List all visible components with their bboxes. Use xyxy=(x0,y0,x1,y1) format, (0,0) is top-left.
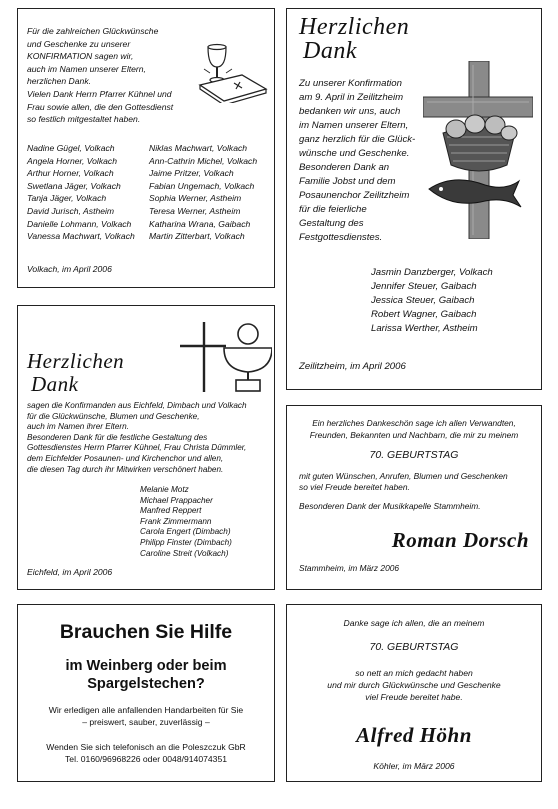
ad2-intro-line: am 9. April in Zeilitzheim xyxy=(299,92,404,103)
name-entry: Carola Engert (Dimbach) xyxy=(140,527,231,537)
name-entry: Martin Zitterbart, Volkach xyxy=(149,231,245,242)
ad3-intro-line: sagen die Konfirmanden aus Eichfeld, Dimbach und Volkach xyxy=(27,401,247,410)
ad3-intro-line: dem Eichfelder Posaunen- und Kirchenchor und allen, xyxy=(27,453,224,463)
ad3-intro-line: auch im Namen ihrer Eltern. xyxy=(27,422,129,432)
ad-birthday-stammheim xyxy=(286,405,542,590)
ad6-birthday: 70. GEBURTSTAG xyxy=(369,641,459,653)
ad2-intro-line: Gestaltung des xyxy=(299,218,364,229)
name-entry: Danielle Lohmann, Volkach xyxy=(27,218,132,229)
ad5-contact xyxy=(18,741,274,765)
ad2-intro-line: ganz herzlich für die Glück- xyxy=(299,134,416,145)
name-entry: Jaime Pritzer, Volkach xyxy=(149,168,234,179)
heading-line: Dank xyxy=(303,38,357,64)
ad2-intro-line: wünsche und Geschenke. xyxy=(299,148,410,159)
ad5-subtitle xyxy=(18,657,274,693)
ad4-line: Ein herzliches Dankeschön sage ich allen Verwandten, xyxy=(312,418,516,428)
name-entry: Sophia Werner, Astheim xyxy=(149,193,242,204)
name-entry: Ann-Cathrin Michel, Volkach xyxy=(149,155,258,166)
ad-confirmation-zeilitzheim xyxy=(286,8,542,390)
ad1-intro-line: so festlich mitgestaltet haben. xyxy=(27,114,141,125)
name-entry: Caroline Streit (Volkach) xyxy=(140,548,229,558)
name-entry: Katharina Wrana, Gaibach xyxy=(149,218,251,229)
name-entry: Niklas Machwart, Volkach xyxy=(149,143,248,153)
name-entry: Nadine Gügel, Volkach xyxy=(27,143,115,153)
ad6-lines xyxy=(287,667,541,703)
ad3-footer: Eichfeld, im April 2006 xyxy=(27,567,113,577)
ad4-lines2 xyxy=(299,471,508,493)
ad2-intro-line: Besonderen Dank an xyxy=(299,162,390,173)
ad4-line: Freunden, Bekannten und Nachbarn, die mir zu meinem xyxy=(309,429,519,440)
ad5-body-line: – preiswert, sauber, zuverlässig – xyxy=(82,717,210,727)
name-entry: Melanie Motz xyxy=(140,485,189,494)
name-entry: Arthur Horner, Volkach xyxy=(27,168,114,179)
name-entry: Swetlana Jäger, Volkach xyxy=(27,180,121,191)
ad5-subtitle-line: Spargelstechen? xyxy=(87,676,205,692)
ad1-names-left xyxy=(27,142,135,243)
ad3-intro-line: die diesen Tag durch ihr Mitwirken verschönert haben. xyxy=(27,464,224,474)
ad1-intro xyxy=(27,25,173,126)
ad2-intro-line: Familie Jobst und dem xyxy=(299,176,396,187)
name-entry: Robert Wagner, Gaibach xyxy=(371,309,477,320)
name-entry: Jasmin Danzberger, Volkach xyxy=(371,267,493,278)
ad6-signature: Alfred Höhn xyxy=(356,723,472,747)
ad-confirmation-volkach xyxy=(17,8,275,288)
ad3-intro-line: Gottesdienstes Herrn Pfarrer Kühnel, Frau Christa Dümmler, xyxy=(27,443,247,453)
ad2-footer: Zeilitzheim, im April 2006 xyxy=(299,361,406,372)
ad-confirmation-eichfeld xyxy=(17,305,275,590)
ad4-birthday: 70. GEBURTSTAG xyxy=(369,449,459,461)
ad-birthday-koehler xyxy=(286,604,542,782)
heading-line: Herzlichen xyxy=(299,14,410,40)
ad1-names-right xyxy=(149,142,257,243)
name-entry: Philipp Finster (Dimbach) xyxy=(140,537,232,547)
ad5-title: Brauchen Sie Hilfe xyxy=(59,621,233,643)
name-entry: Tanja Jäger, Volkach xyxy=(27,193,107,204)
ad6-footer: Köhler, im März 2006 xyxy=(373,761,455,771)
ad2-intro-line: Zu unserer Konfirmation xyxy=(299,78,402,89)
phone-numbers: Tel. 0160/96968226 oder 0048/914074351 xyxy=(65,754,227,764)
name-entry: Frank Zimmermann xyxy=(140,516,212,526)
ad3-heading xyxy=(27,350,124,396)
ad2-intro-line: für die feierliche xyxy=(299,204,367,215)
heading-line: Dank xyxy=(31,372,79,396)
ad3-intro xyxy=(27,401,247,475)
ad3-names xyxy=(140,485,232,559)
ad5-subtitle-line: im Weinberg oder beim xyxy=(65,658,227,674)
name-entry: Teresa Werner, Astheim xyxy=(149,205,241,216)
ad2-intro xyxy=(299,77,415,245)
ad2-intro-line: Festgottesdienstes. xyxy=(299,232,383,243)
ad1-intro-line: herzlichen Dank. xyxy=(27,76,92,87)
ad5-contact-line: Wenden Sie sich telefonisch an die Poleszczuk GbR xyxy=(46,742,246,752)
ad2-intro-line: Posaunenchor Zeilitzheim xyxy=(299,190,410,201)
heading-line: Herzlichen xyxy=(27,349,125,373)
ad1-footer: Volkach, im April 2006 xyxy=(27,264,112,274)
ad2-intro-line: bedanken wir uns, auch xyxy=(299,106,401,117)
ad1-intro-line: Vielen Dank Herrn Pfarrer Kühnel und xyxy=(27,88,172,99)
ad4-line: mit guten Wünschen, Anrufen, Blumen und Geschenken xyxy=(299,471,508,481)
ad4-signature: Roman Dorsch xyxy=(391,528,529,552)
name-entry: Larissa Werther, Astheim xyxy=(371,323,478,334)
cross-chalice-icon xyxy=(178,320,272,392)
name-entry: Vanessa Machwart, Volkach xyxy=(27,231,135,242)
name-entry: Fabian Ungemach, Volkach xyxy=(149,180,255,191)
name-entry: Manfred Reppert xyxy=(140,506,202,516)
name-entry: Angela Horner, Volkach xyxy=(27,155,117,166)
cross-fish-bread-icon xyxy=(423,61,533,239)
name-entry: Jessica Steuer, Gaibach xyxy=(371,295,475,306)
ad3-intro-line: Besonderen Dank für die festliche Gestaltung des xyxy=(27,432,208,442)
name-entry: David Jurisch, Astheim xyxy=(27,205,115,216)
ad2-intro-line: im Namen unserer Eltern, xyxy=(299,120,409,131)
ad-help-services xyxy=(17,604,275,782)
ad3-intro-line: für die Glückwünsche, Blumen und Geschenke, xyxy=(27,411,200,421)
ad1-intro-line: KONFIRMATION sagen wir, xyxy=(27,51,134,62)
name-entry: Jennifer Steuer, Gaibach xyxy=(371,281,477,292)
ad4-line: so viel Freude bereitet haben. xyxy=(299,482,410,492)
chalice-bible-icon xyxy=(190,39,270,103)
ad2-heading xyxy=(299,15,409,63)
ad5-body-line: Wir erledigen alle anfallenden Handarbeiten für Sie xyxy=(48,705,244,715)
ad6-line: so nett an mich gedacht haben xyxy=(355,668,473,678)
ad6-line1: Danke sage ich allen, die an meinem xyxy=(343,618,485,628)
ad6-line: und mir durch Glückwünsche und Geschenke xyxy=(327,680,501,690)
ad1-intro-line: Frau sowie allen, die den Gottesdienst xyxy=(27,101,174,112)
ad6-line: viel Freude bereitet habe. xyxy=(365,692,463,702)
ad4-thanks: Besonderen Dank der Musikkapelle Stammheim. xyxy=(299,501,481,511)
ad4-lines xyxy=(287,418,541,441)
ad2-names xyxy=(371,266,493,336)
ad1-intro-line: auch im Namen unserer Eltern, xyxy=(27,63,146,74)
ad1-intro-line: Für die zahlreichen Glückwünsche xyxy=(27,26,159,36)
ad4-footer: Stammheim, im März 2006 xyxy=(299,563,400,573)
name-entry: Michael Prappacher xyxy=(140,495,213,505)
ad5-body xyxy=(18,704,274,728)
ad1-intro-line: und Geschenke zu unserer xyxy=(27,38,131,49)
